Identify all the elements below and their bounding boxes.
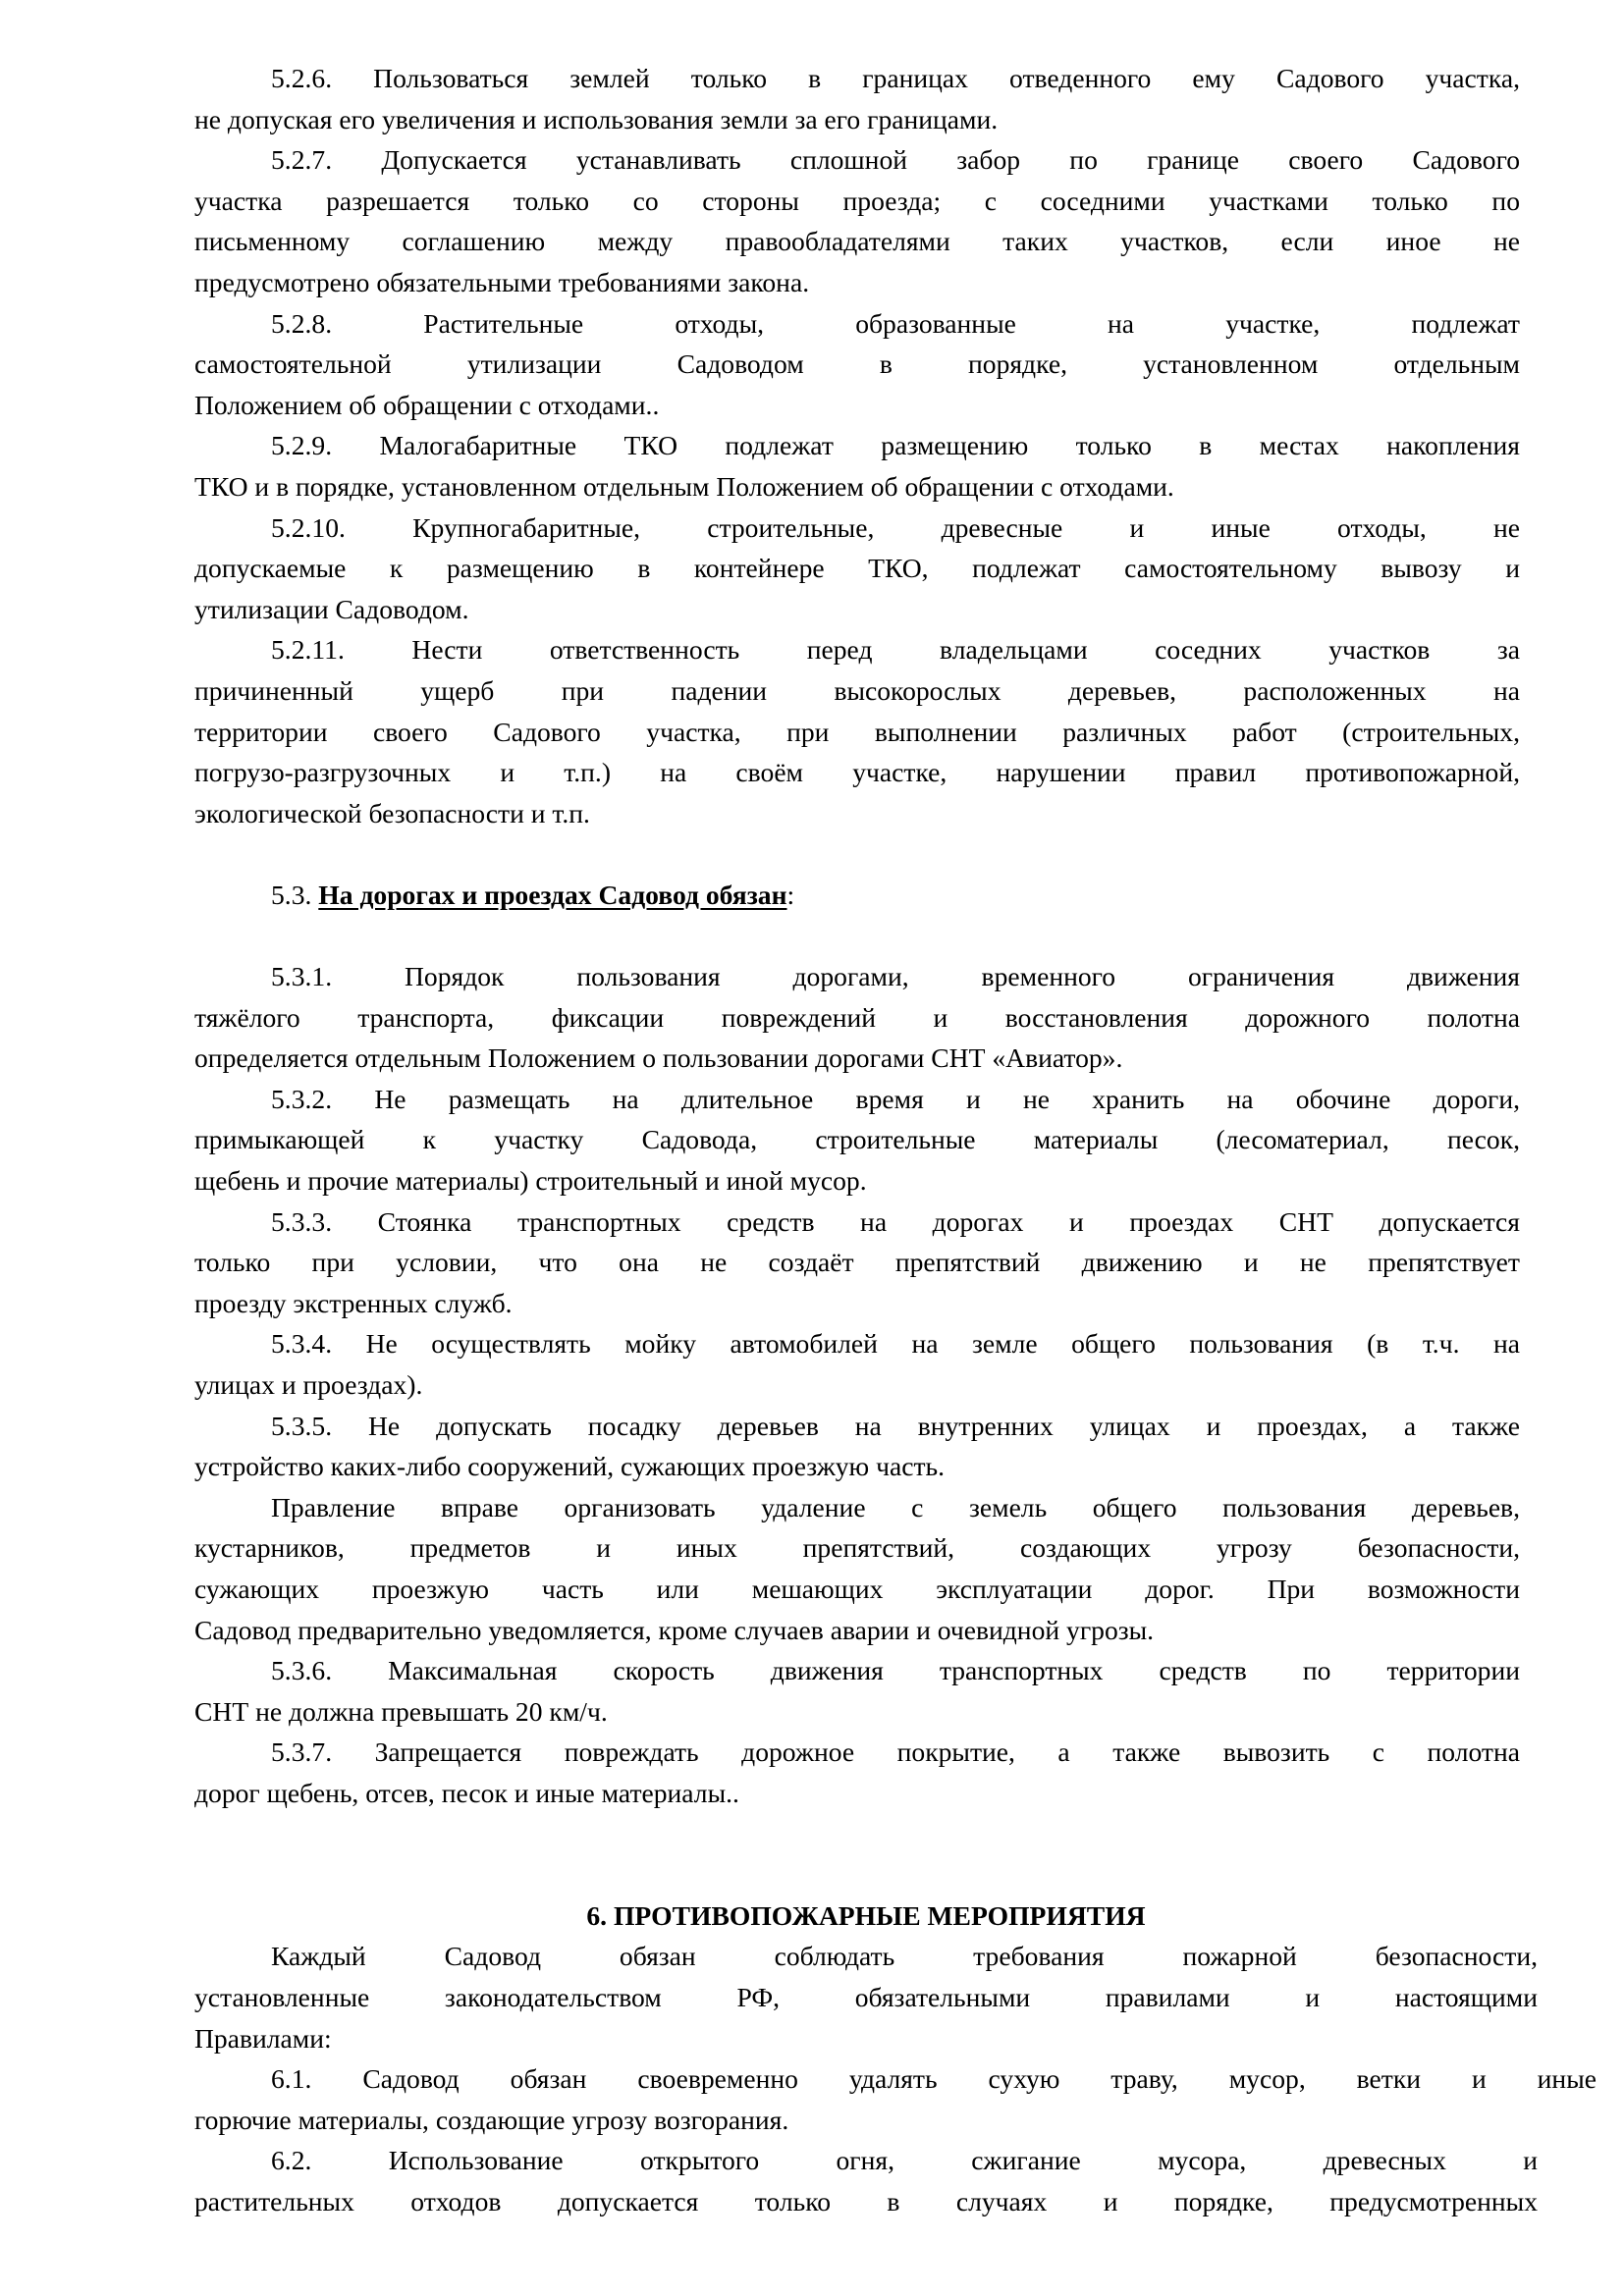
section-6-title: 6. ПРОТИВОПОЖАРНЫЕ МЕРОПРИЯТИЯ [586, 1899, 1146, 1931]
section-title: На дорогах и проездах Садовод обязан [318, 879, 787, 910]
text-line: 5.2.11. Нести ответственность перед владельцами соседних участков за [271, 634, 1520, 666]
text-line: 5.3.2. Не размещать на длительное время и не хранить на обочине дороги, [271, 1083, 1520, 1114]
text-line: только при условии, что она не создаёт препятствий движению и не препятствует [194, 1247, 1520, 1278]
text-line: Положением об обращении с отходами.. [194, 389, 660, 420]
text-line: допускаемые к размещению в контейнере ТКО, подлежат самостоятельному вывозу и [194, 553, 1520, 584]
text-line: 5.3.5. Не допускать посадку деревьев на внутренних улицах и проездах, а также [271, 1410, 1520, 1441]
text-line: самостоятельной утилизации Садоводом в порядке, установленном отдельным [194, 348, 1520, 380]
clause-5-3-2 [194, 1079, 1520, 1201]
text-line: письменному соглашению между правообладателями таких участков, если иное не [194, 226, 1520, 257]
text-line: Каждый Садовод обязан соблюдать требования пожарной безопасности, [271, 1941, 1538, 1972]
text-line: участка разрешается только со стороны проезда; с соседними участками только по [194, 185, 1520, 216]
clause-5-2-7 [194, 139, 1520, 302]
clause-5-3-7 [194, 1732, 1520, 1813]
text-line: 6.1. Садовод обязан своевременно удалять сухую траву, мусор, ветки и иные [271, 2063, 1597, 2095]
text-line: проезду экстренных служб. [194, 1287, 513, 1318]
text-line: Правилами: [194, 2022, 332, 2054]
text-line: 5.3.4. Не осуществлять мойку автомобилей на земле общего пользования (в т.ч. на [271, 1328, 1520, 1360]
heading-colon: : [786, 879, 795, 910]
clause-5-2-11 [194, 629, 1520, 833]
text-line: территории своего Садового участка, при выполнении различных работ (строительных, [194, 716, 1520, 747]
text-line: утилизации Садоводом. [194, 593, 469, 624]
text-line: СНТ не должна превышать 20 км/ч. [194, 1695, 608, 1727]
text-line: экологической безопасности и т.п. [194, 797, 590, 828]
text-line: предусмотрено обязательными требованиями закона. [194, 266, 810, 297]
text-line: улицах и проездах). [194, 1369, 423, 1400]
text-line: погрузо-разгрузочных и т.п.) на своём участке, нарушении правил противопожарной, [194, 757, 1520, 788]
text-line: 5.2.6. Пользоваться землей только в границах отведенного ему Садового участка, [271, 63, 1520, 93]
section-6 [194, 1896, 1597, 2222]
clause-5-2-10 [194, 507, 1520, 630]
text-line: 5.2.9. Малогабаритные ТКО подлежат размещению только в местах накопления [271, 430, 1520, 461]
clause-6-intro [194, 1936, 1538, 2058]
text-line: тяжёлого транспорта, фиксации повреждений и восстановления дорожного полотна [194, 1001, 1520, 1033]
text-line: 5.2.10. Крупногабаритные, строительные, древесные и иные отходы, не [271, 511, 1520, 543]
text-line: щебень и прочие материалы) строительный и иной мусор. [194, 1165, 867, 1197]
clause-5-3-1 [194, 956, 1520, 1079]
clause-5-3-5 [194, 1406, 1520, 1487]
section-5-3-items [194, 956, 1520, 1813]
clause-6-1 [194, 2058, 1597, 2140]
blank-line [194, 915, 1520, 956]
text-line: 5.3.7. Запрещается повреждать дорожное покрытие, а также вывозить с полотна [271, 1736, 1520, 1768]
blank-line [194, 1814, 1520, 1896]
clause-5-3-6 [194, 1650, 1520, 1732]
text-line: горючие материалы, создающие угрозу возгорания. [194, 2104, 789, 2135]
text-line: установленные законодательством РФ, обязательными правилами и настоящими [194, 1981, 1538, 2012]
text-line: определяется отдельным Положением о пользовании дорогами СНТ «Авиатор». [194, 1042, 1123, 1074]
text-line: примыкающей к участку Садовода, строительные материалы (лесоматериал, песок, [194, 1124, 1520, 1155]
clause-5-2-8 [194, 303, 1520, 426]
clause-5-3-5-board [194, 1487, 1520, 1650]
text-line: 5.2.8. Растительные отходы, образованные на участке, подлежат [271, 307, 1520, 339]
text-line: причиненный ущерб при падении высокорослых деревьев, расположенных на [194, 674, 1520, 706]
section-number: 5.3. [271, 879, 312, 910]
clause-6-2 [194, 2140, 1538, 2221]
text-line: растительных отходов допускается только в случаях и порядке, предусмотренных [194, 2185, 1538, 2216]
clause-5-2-6 [194, 58, 1520, 139]
text-line: Правление вправе организовать удаление с земель общего пользования деревьев, [271, 1491, 1520, 1522]
text-line: 5.2.7. Допускается устанавливать сплошной забор по границе своего Садового [271, 144, 1520, 176]
text-line: Садовод предварительно уведомляется, кроме случаев аварии и очевидной угрозы. [194, 1614, 1155, 1645]
clause-5-2-9 [194, 425, 1520, 507]
text-line: 5.3.6. Максимальная скорость движения транспортных средств по территории [271, 1655, 1520, 1686]
text-line: дорог щебень, отсев, песок и иные материалы.. [194, 1777, 739, 1808]
text-line: 6.2. Использование открытого огня, сжигание мусора, древесных и [271, 2145, 1538, 2176]
text-line: устройство каких-либо сооружений, сужающих проезжую часть. [194, 1451, 945, 1482]
clause-5-3-3 [194, 1201, 1520, 1324]
text-line: ТКО и в порядке, установленном отдельным Положением об обращении с отходами. [194, 470, 1174, 502]
text-line: 5.3.1. Порядок пользования дорогами, временного ограничения движения [271, 961, 1520, 992]
text-line: не допуская его увеличения и использования земли за его границами. [194, 103, 999, 134]
blank-line [194, 833, 1520, 875]
clause-5-3-4 [194, 1323, 1520, 1405]
document-page [194, 58, 1597, 2221]
text-line: 5.3.3. Стоянка транспортных средств на дорогах и проездах СНТ допускается [271, 1205, 1520, 1237]
section-5-2-items [194, 58, 1520, 833]
text-line: сужающих проезжую часть или мешающих эксплуатации дорог. При возможности [194, 1573, 1520, 1604]
text-line: кустарников, предметов и иных препятствий, создающих угрозу безопасности, [194, 1532, 1520, 1564]
section-5-3-heading [194, 875, 1520, 916]
